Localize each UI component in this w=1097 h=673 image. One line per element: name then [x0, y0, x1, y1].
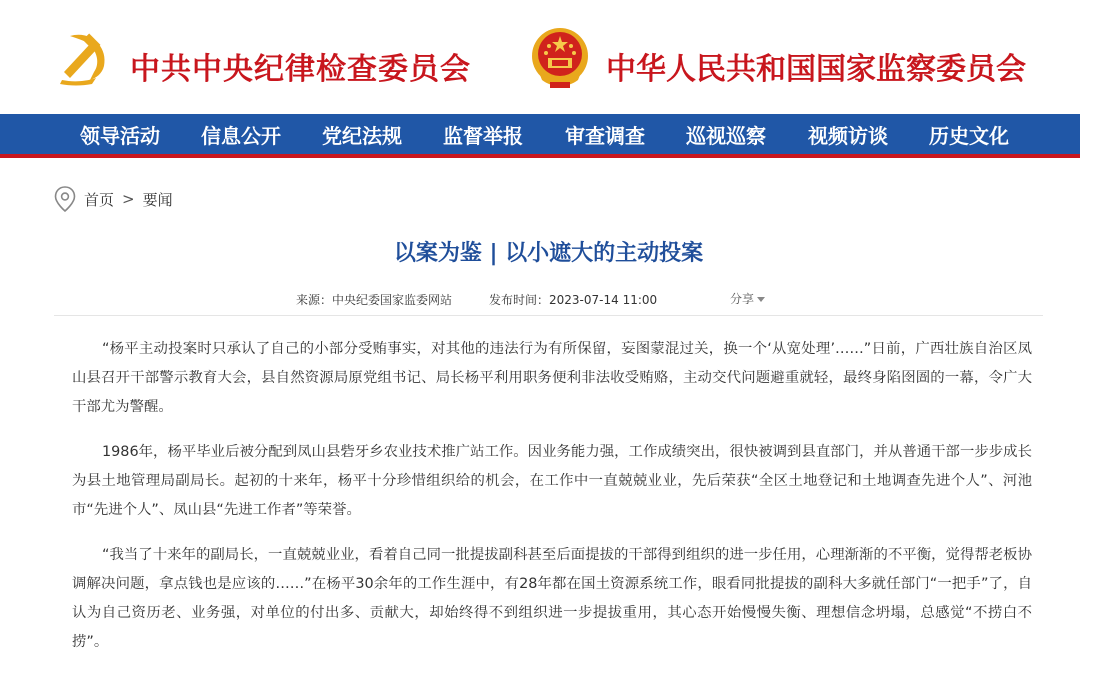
- org-name-ccdi[interactable]: 中共中央纪律检查委员会: [130, 52, 471, 87]
- nav-item-video[interactable]: 视频访谈: [808, 124, 888, 148]
- meta-divider: [54, 315, 1043, 316]
- breadcrumb-current-link[interactable]: 要闻: [142, 190, 173, 209]
- article-body: [72, 335, 1032, 673]
- nav-item-inspection[interactable]: 巡视巡察: [686, 124, 766, 148]
- party-emblem-icon[interactable]: [56, 24, 116, 88]
- breadcrumb-home-link[interactable]: 首页: [84, 190, 115, 209]
- article-paragraph: “杨平主动投案时只承认了自己的小部分受贿事实，对其他的违法行为有所保留，妄图蒙混过关，换一个‘从宽处理’……”日前，广西壮族自治区凤山县召开干部警示教育大会，县自然资源局原党组书记、局长杨平利用职务便利非法收受贿赂，主动交代问题避重就轻，最终身陷囹圄的一幕，令广大干部尤为警醒。: [72, 341, 1032, 415]
- share-label: 分享: [730, 292, 755, 306]
- location-pin-icon: [54, 186, 76, 212]
- nav-item-report[interactable]: 监督举报: [443, 124, 523, 148]
- nav-item-info-disclosure[interactable]: 信息公开: [201, 124, 281, 148]
- article-source: [296, 291, 452, 308]
- nav-item-regulations[interactable]: 党纪法规: [322, 124, 402, 148]
- share-button[interactable]: [730, 290, 765, 307]
- source-label: 来源：: [296, 293, 333, 307]
- main-nav: [0, 114, 1080, 158]
- nav-item-history[interactable]: 历史文化: [929, 124, 1009, 148]
- date-value: 2023-07-14 11:00: [549, 293, 658, 307]
- national-emblem-icon[interactable]: [528, 26, 592, 92]
- breadcrumb: [54, 186, 173, 212]
- article-paragraph: “我当了十来年的副局长，一直兢兢业业，看着自己同一批提拔副科甚至后面提拔的干部得到组织的进一步任用，心理渐渐的不平衡，觉得帮老板协调解决问题，拿点钱也是应该的……”在杨平30余年的工作生涯中，有28年都在国土资源系统工作，眼看同批提拔的副科大多就任部门“一把手”了，自认为自己资历老、业务强，对单位的付出多、贡献大，却始终得不到组织进一步提拔重用，其心态开始慢慢失衡、理想信念坍塌，总感觉“不捞白不捞”。: [72, 547, 1032, 650]
- date-label: 发布时间：: [489, 293, 550, 307]
- source-value: 中央纪委国家监委网站: [332, 293, 453, 307]
- article-title: 以案为鉴 | 以小遮大的主动投案: [393, 241, 704, 266]
- article-paragraph: 1986年，杨平毕业后被分配到凤山县砦牙乡农业技术推广站工作。因业务能力强，工作成绩突出，很快被调到县直部门，并从普通干部一步步成长为县土地管理局副局长。起初的十来年，杨平十分珍惜组织给的机会，在工作中一直兢兢业业，先后荣获“全区土地登记和土地调查先进个人”、河池市“先进个人”、凤山县“先进工作者”等荣誉。: [72, 444, 1032, 518]
- site-header: [0, 0, 1080, 114]
- chevron-down-icon: [757, 297, 765, 302]
- nav-item-leadership[interactable]: 领导活动: [80, 124, 160, 148]
- nav-item-investigation[interactable]: 审查调查: [565, 124, 645, 148]
- breadcrumb-separator: >: [122, 190, 135, 208]
- org-name-nsc[interactable]: 中华人民共和国国家监察委员会: [606, 52, 1026, 87]
- article-date: [489, 291, 657, 308]
